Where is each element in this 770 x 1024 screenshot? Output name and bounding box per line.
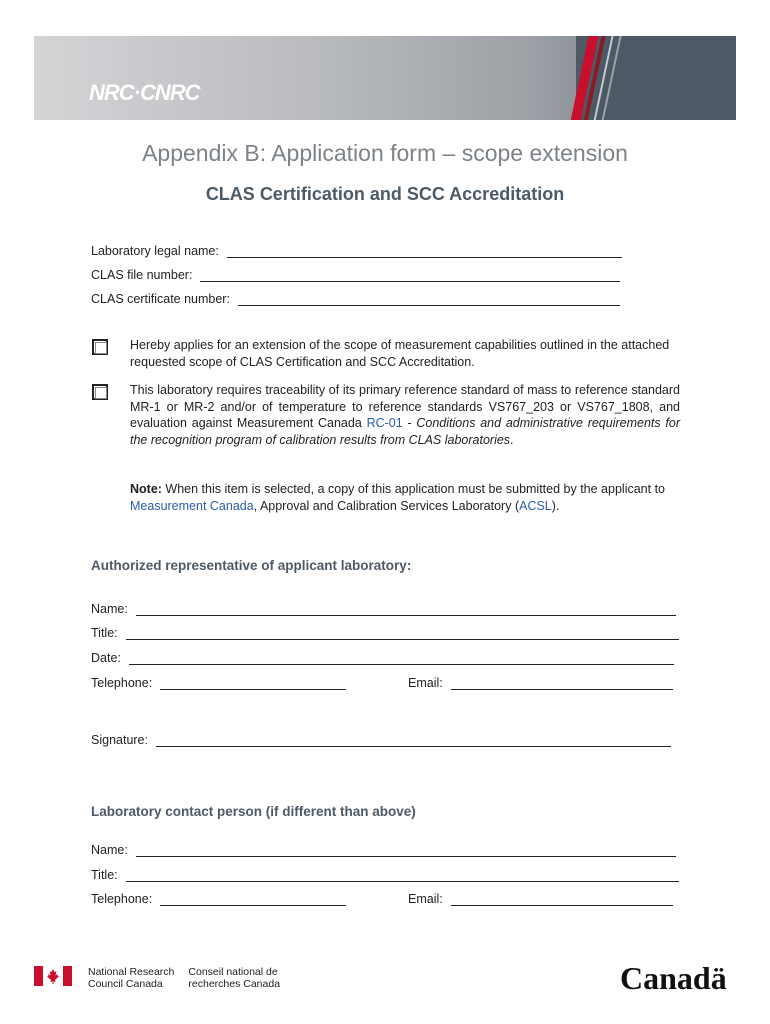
file-number-label: CLAS file number: (91, 268, 193, 282)
contact-telephone-line[interactable] (160, 893, 346, 906)
footer-english (88, 966, 174, 990)
footer-signature (34, 966, 280, 990)
file-number-line[interactable] (200, 269, 620, 282)
measurement-canada-link[interactable]: Measurement Canada (130, 498, 254, 513)
checkbox2-text-a: This laboratory requires traceability of its primary reference standard of mass to reference standard MR-1 or MR-2 and/or of temperature to reference standards VS767_203 or VS767_1808, and evaluation against Measurement Canada (130, 383, 680, 430)
checkbox2-italic: Conditions and administrative requirements for the recognition program of calibration results from CLAS laboratories (130, 416, 680, 447)
auth-title-label: Title: (91, 626, 118, 640)
scope-extension-checkbox[interactable] (92, 339, 108, 355)
canada-flag-icon (34, 966, 72, 986)
rc01-link[interactable]: RC-01 (366, 416, 403, 430)
footer-en-line2: Council Canada (88, 978, 163, 990)
contact-heading: Laboratory contact person (if different than above) (91, 804, 416, 819)
contact-title-label: Title: (91, 868, 118, 882)
note-label: Note: (130, 482, 162, 496)
auth-signature-label: Signature: (91, 733, 148, 747)
auth-signature-line[interactable] (156, 734, 671, 747)
contact-email-line[interactable] (451, 893, 673, 906)
contact-telephone-field[interactable] (91, 892, 346, 906)
canada-wordmark: Canadä (620, 960, 727, 996)
auth-title-field[interactable] (91, 626, 679, 640)
auth-email-field[interactable] (408, 676, 673, 690)
footer-fr-line2: recherches Canada (188, 978, 281, 990)
contact-email-field[interactable] (408, 892, 673, 906)
legal-name-field[interactable] (91, 244, 622, 258)
contact-email-label: Email: (408, 892, 443, 906)
contact-name-line[interactable] (136, 844, 676, 857)
page-subtitle: CLAS Certification and SCC Accreditation (205, 184, 565, 204)
auth-date-label: Date: (91, 651, 121, 665)
footer-french (188, 966, 280, 990)
certificate-number-field[interactable] (91, 292, 620, 306)
checkbox1-text: Hereby applies for an extension of the scope of measurement capabilities outlined in the attached requested scope of CLAS Certification and SCC Accreditation. (130, 338, 670, 369)
checkbox2-text (130, 382, 680, 448)
auth-date-field[interactable] (91, 651, 674, 665)
auth-email-line[interactable] (451, 677, 673, 690)
authorized-heading: Authorized representative of applicant laboratory: (91, 558, 412, 573)
auth-signature-field[interactable] (91, 733, 671, 747)
auth-telephone-field[interactable] (91, 676, 346, 690)
auth-name-label: Name: (91, 602, 128, 616)
note-text-c: ). (551, 498, 560, 513)
note-text-a: When this item is selected, a copy of this application must be submitted by the applicant to (161, 482, 665, 496)
header-banner (34, 36, 736, 120)
checkbox2-end: . (510, 432, 514, 447)
nrc-logo: NRC·CNRC (89, 80, 200, 105)
contact-title-line[interactable] (126, 869, 679, 882)
note-text (130, 481, 680, 514)
file-number-field[interactable] (91, 268, 620, 282)
certificate-number-line[interactable] (238, 293, 620, 306)
page-title: Appendix B: Application form – scope extension (142, 140, 628, 166)
auth-telephone-label: Telephone: (91, 676, 153, 690)
legal-name-label: Laboratory legal name: (91, 244, 219, 258)
acsl-link[interactable]: ACSL (519, 498, 552, 513)
checkbox2-dash: - (402, 416, 417, 430)
auth-name-line[interactable] (136, 603, 676, 616)
note-text-b: , Approval and Calibration Services Laboratory ( (253, 498, 520, 513)
footer-en-line1: National Research (88, 966, 175, 978)
contact-name-field[interactable] (91, 843, 676, 857)
contact-name-label: Name: (91, 843, 128, 857)
auth-email-label: Email: (408, 676, 443, 690)
legal-name-line[interactable] (227, 245, 622, 258)
auth-title-line[interactable] (126, 627, 679, 640)
certificate-number-label: CLAS certificate number: (91, 292, 230, 306)
auth-telephone-line[interactable] (160, 677, 346, 690)
contact-title-field[interactable] (91, 868, 679, 882)
auth-name-field[interactable] (91, 602, 676, 616)
auth-date-line[interactable] (129, 652, 674, 665)
traceability-checkbox[interactable] (92, 384, 108, 400)
footer-fr-line1: Conseil national de (188, 966, 278, 978)
contact-telephone-label: Telephone: (91, 892, 153, 906)
